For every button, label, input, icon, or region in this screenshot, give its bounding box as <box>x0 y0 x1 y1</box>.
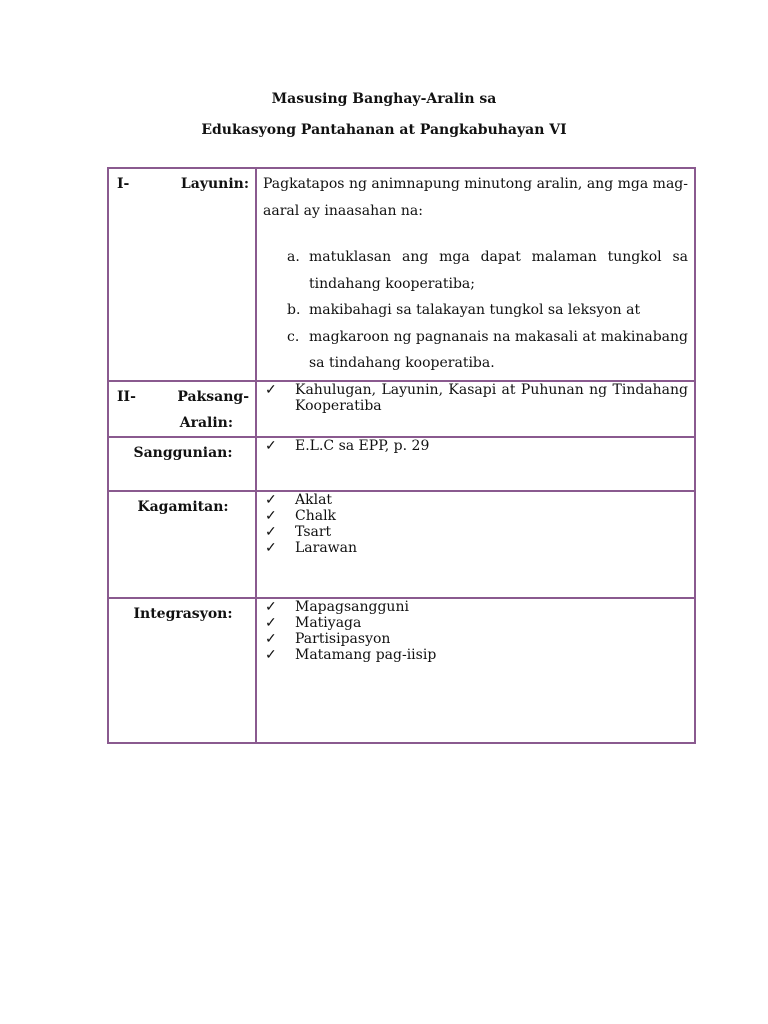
kagamitan-label: Kagamitan: <box>137 499 229 515</box>
list-item-text: Kahulugan, Layunin, Kasapi at Puhunan ng Tindahang Kooperatiba <box>295 382 688 414</box>
list-item-text: Partisipasyon <box>295 631 391 647</box>
layunin-intro: Pagkatapos ng animnapung minutong aralin, ang mga mag-aaral ay inaasahan na: <box>263 176 688 219</box>
paksang-aralin-content-cell <box>256 381 695 437</box>
row-paksang-aralin <box>108 381 695 437</box>
layunin-number: I- <box>117 176 130 192</box>
list-item <box>257 524 694 540</box>
paksang-aralin-number: II- <box>117 389 136 405</box>
integrasyon-content-cell <box>256 598 695 743</box>
list-item <box>257 382 694 414</box>
integrasyon-label: Integrasyon: <box>133 606 233 622</box>
list-item-text: E.L.C sa EPP, p. 29 <box>295 438 430 454</box>
check-icon: ✓ <box>265 615 277 631</box>
layunin-content-cell <box>256 168 695 381</box>
document-title: Masusing Banghay-Aralin sa <box>271 91 497 107</box>
list-item-text: Chalk <box>295 508 337 524</box>
paksang-aralin-label-b: Aralin: <box>179 415 233 431</box>
list-item <box>257 492 694 508</box>
objective-marker: a. <box>287 249 300 265</box>
kagamitan-content-cell <box>256 491 695 598</box>
objective-text: matuklasan ang mga dapat malaman tungkol sa tindahang kooperatiba; <box>309 249 688 292</box>
kagamitan-list <box>257 492 694 556</box>
check-icon: ✓ <box>265 631 277 647</box>
list-item-text: Larawan <box>295 540 358 556</box>
check-icon: ✓ <box>265 382 277 398</box>
paksang-aralin-list <box>257 382 694 414</box>
list-item <box>257 599 694 615</box>
integrasyon-label-cell <box>108 598 256 743</box>
check-icon: ✓ <box>265 540 277 556</box>
document-subtitle: Edukasyong Pantahanan at Pangkabuhayan VI <box>201 122 567 138</box>
list-item <box>257 540 694 556</box>
objectives-list <box>263 244 688 377</box>
objective-text: magkaroon ng pagnanais na makasali at makinabang sa tindahang kooperatiba. <box>309 328 688 371</box>
layunin-label: Layunin: <box>180 176 249 192</box>
objective-text: makibahagi sa talakayan tungkol sa leksyon at <box>309 302 641 318</box>
row-sanggunian <box>108 437 695 491</box>
check-icon: ✓ <box>265 524 277 540</box>
list-item <box>257 615 694 631</box>
objective-marker: b. <box>287 302 301 318</box>
check-icon: ✓ <box>265 599 277 615</box>
row-kagamitan <box>108 491 695 598</box>
list-item-text: Matamang pag-iisip <box>295 647 437 663</box>
list-item-text: Aklat <box>295 492 333 508</box>
paksang-aralin-label-a: Paksang- <box>177 389 249 405</box>
row-integrasyon <box>108 598 695 743</box>
list-item-text: Mapagsangguni <box>295 599 409 615</box>
integrasyon-list <box>257 599 694 663</box>
check-icon: ✓ <box>265 492 277 508</box>
list-item <box>257 508 694 524</box>
layunin-label-cell <box>108 168 256 381</box>
sanggunian-label: Sanggunian: <box>133 445 233 461</box>
sanggunian-list <box>257 438 694 454</box>
objective-marker: c. <box>287 328 300 345</box>
objective-item <box>287 244 688 297</box>
check-icon: ✓ <box>265 508 277 524</box>
list-item-text: Tsart <box>295 524 332 540</box>
objective-item <box>287 324 688 377</box>
kagamitan-label-cell <box>108 491 256 598</box>
list-item <box>257 647 694 663</box>
list-item <box>257 438 694 454</box>
row-layunin <box>108 168 695 381</box>
paksang-aralin-label-cell <box>108 381 256 437</box>
objective-item <box>287 297 688 324</box>
lesson-plan-table <box>107 167 696 744</box>
sanggunian-label-cell <box>108 437 256 491</box>
list-item <box>257 631 694 647</box>
check-icon: ✓ <box>265 438 277 454</box>
check-icon: ✓ <box>265 647 277 663</box>
list-item-text: Matiyaga <box>295 615 362 631</box>
sanggunian-content-cell <box>256 437 695 491</box>
